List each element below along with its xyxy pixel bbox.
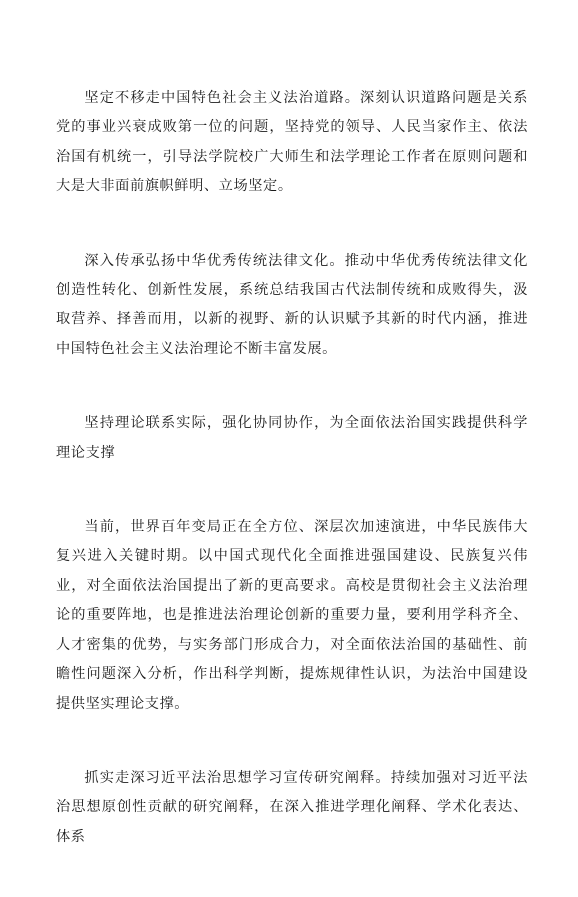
paragraph-4: 当前，世界百年变局正在全方位、深层次加速演进，中华民族伟大复兴进入关键时期。以中国式现代化全面推进强国建设、民族复兴伟业，对全面依法治国提出了新的更高要求。高校是贯彻社会主义法治理论的重要阵地，也是推进法治理论创新的重要力量，要利用学科齐全、人才密集的优势，与实务部门形成合力，对全面依法治国的基础性、前瞻性问题深入分析，作出科学判断，提炼规律性认识，为法治中国建设提供坚实理论支撑。 <box>56 519 528 712</box>
paragraph-2: 深入传承弘扬中华优秀传统法律文化。推动中华优秀传统法律文化创造性转化、创新性发展，系统总结我国古代法制传统和成败得失，汲取营养、择善而用，以新的视野、新的认识赋予其新的时代内涵，推进中国特色社会主义法治理论不断丰富发展。 <box>56 252 528 357</box>
paragraph-3: 坚持理论联系实际，强化协同协作，为全面依法治国实践提供科学理论支撑 <box>56 415 528 461</box>
paragraph-1: 坚定不移走中国特色社会主义法治道路。深刻认识道路问题是关系党的事业兴衰成败第一位的问题，坚持党的领导、人民当家作主、依法治国有机统一，引导法学院校广大师生和法学理论工作者在原则问题和大是大非面前旗帜鲜明、立场坚定。 <box>56 90 528 195</box>
paragraph-5: 抓实走深习近平法治思想学习宣传研究阐释。持续加强对习近平法治思想原创性贡献的研究阐释，在深入推进学理化阐释、学术化表达、体系 <box>56 769 528 845</box>
document-body <box>56 84 528 897</box>
